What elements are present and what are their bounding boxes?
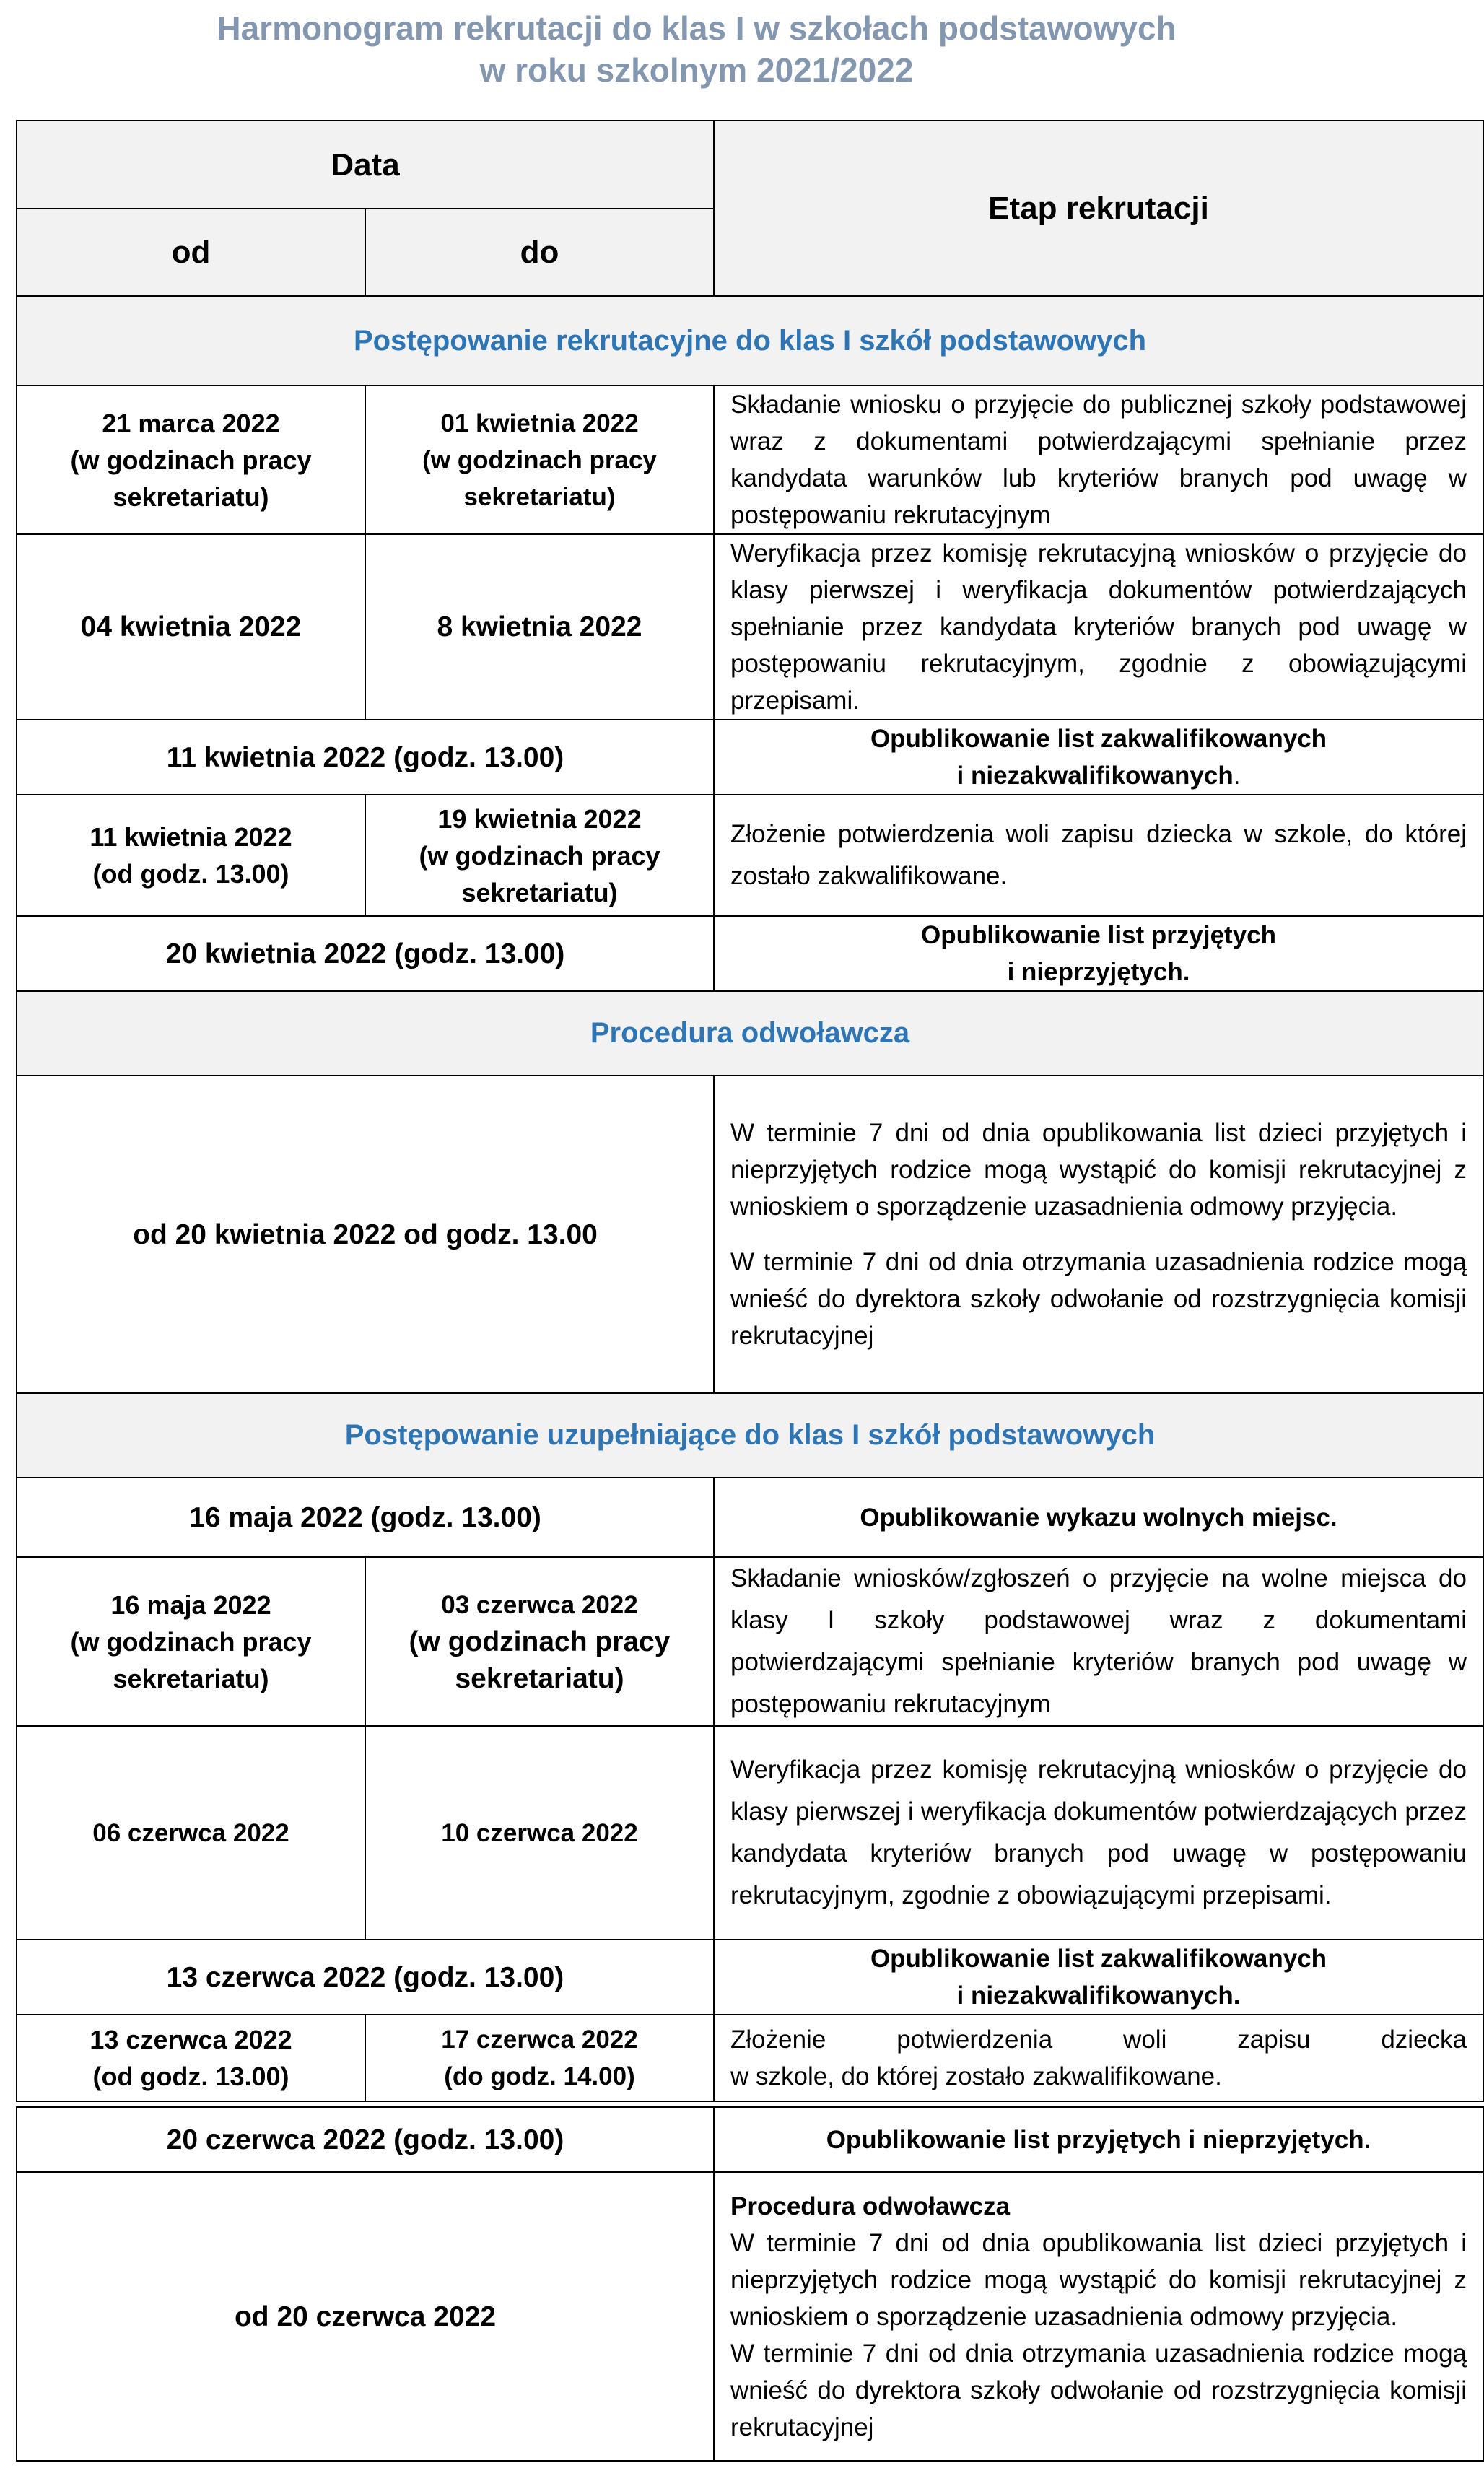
s3-row5-from: 13 czerwca 2022 (od godz. 13.00) <box>17 2015 365 2101</box>
s3-row5-to: 17 czerwca 2022 (do godz. 14.00) <box>365 2015 714 2101</box>
s2-date: od 20 kwietnia 2022 od godz. 13.00 <box>17 1076 714 1393</box>
s2-para1: W terminie 7 dni od dnia opublikowania list dzieci przyjętych i nieprzyjętych rodzice mogą wystąpić do komisji rekrutacyjnej z wnioskiem o sporządzenie uzasadnienia odmowy przyjęcia. <box>730 1119 1467 1221</box>
s1-row2-to: 8 kwietnia 2022 <box>365 534 714 720</box>
s4-row1-date: 20 czerwca 2022 (godz. 13.00) <box>17 2107 714 2172</box>
s3-row5-stage-line2: w szkole, do której zostało zakwalifikowane. <box>730 2062 1222 2090</box>
header-stage: Etap rekrutacji <box>714 121 1483 296</box>
s1-row1-to: 01 kwietnia 2022 (w godzinach pracy sekretariatu) <box>365 385 714 534</box>
s2-stage <box>714 1076 1483 1393</box>
s1-row4-stage: Złożenie potwierdzenia woli zapisu dziecka w szkole, do której zostało zakwalifikowane. <box>714 795 1483 916</box>
s1-row3-date: 11 kwietnia 2022 (godz. 13.00) <box>17 720 714 795</box>
s3-row4-date: 13 czerwca 2022 (godz. 13.00) <box>17 1940 714 2015</box>
schedule-table-continued <box>16 2106 1484 2462</box>
header-from: od <box>17 209 365 296</box>
s1-row4-to: 19 kwietnia 2022 (w godzinach pracy sekretariatu) <box>365 795 714 916</box>
s3-row1-stage: Opublikowanie wykazu wolnych miejsc. <box>714 1478 1483 1557</box>
s1-row3-stage: Opublikowanie list zakwalifikowanych i niezakwalifikowanych. <box>714 720 1483 795</box>
s1-row1-stage: Składanie wniosku o przyjęcie do publicznej szkoły podstawowej wraz z dokumentami potwierdzającymi spełnianie przez kandydata warunków lub kryteriów branych pod uwagę w postępowaniu rekrutacyjnym <box>714 385 1483 534</box>
page-title <box>0 0 1393 91</box>
s3-row5-stage <box>714 2015 1483 2101</box>
s1-row2-stage: Weryfikacja przez komisję rekrutacyjną wniosków o przyjęcie do klasy pierwszej i weryfikacja dokumentów potwierdzających spełnianie przez kandydata kryteriów branych pod uwagę w postępowaniu rekrutacyjnym, zgodnie z obowiązującymi przepisami. <box>714 534 1483 720</box>
header-date: Data <box>17 121 714 209</box>
section-title-rekrutacja: Postępowanie rekrutacyjne do klas I szkół podstawowych <box>17 296 1483 385</box>
s3-row5-stage-line1: Złożenie potwierdzenia woli zapisu dziecka <box>730 2026 1467 2054</box>
s4-row1-stage: Opublikowanie list przyjętych i nieprzyjętych. <box>714 2107 1483 2172</box>
s3-row2-to <box>365 1557 714 1726</box>
s3-row3-stage: Weryfikacja przez komisję rekrutacyjną wniosków o przyjęcie do klasy pierwszej i weryfikacja dokumentów potwierdzających przez kandydata kryteriów branych pod uwagę w postępowaniu rekrutacyjnym, zgodnie z obowiązującymi przepisami. <box>714 1726 1483 1940</box>
s3-row2-from: 16 maja 2022 (w godzinach pracy sekretariatu) <box>17 1557 365 1726</box>
s1-row5-date: 20 kwietnia 2022 (godz. 13.00) <box>17 916 714 991</box>
section-title-odwolanie: Procedura odwoławcza <box>17 991 1483 1076</box>
s1-row1-from: 21 marca 2022 (w godzinach pracy sekretariatu) <box>17 385 365 534</box>
s4-row2-date: od 20 czerwca 2022 <box>17 2172 714 2461</box>
section-title-uzupelniajace: Postępowanie uzupełniające do klas I szkół podstawowych <box>17 1393 1483 1478</box>
s3-row2-to-date: 03 czerwca 2022 <box>441 1590 638 1619</box>
s3-row4-stage: Opublikowanie list zakwalifikowanych i niezakwalifikowanych. <box>714 1940 1483 2015</box>
header-to: do <box>365 209 714 296</box>
s1-row4-from: 11 kwietnia 2022 (od godz. 13.00) <box>17 795 365 916</box>
s3-row3-to: 10 czerwca 2022 <box>365 1726 714 1940</box>
title-line-2: w roku szkolnym 2021/2022 <box>479 51 914 89</box>
title-line-1: Harmonogram rekrutacji do klas I w szkołach podstawowych <box>217 9 1177 47</box>
s4-row2-heading: Procedura odwoławcza <box>730 2192 1011 2220</box>
schedule-table <box>16 120 1484 2102</box>
s3-row2-to-note: (w godzinach pracy sekretariatu) <box>409 1626 671 1694</box>
s3-row3-from: 06 czerwca 2022 <box>17 1726 365 1940</box>
s1-row5-stage: Opublikowanie list przyjętych i nieprzyjętych. <box>714 916 1483 991</box>
s4-row2-para1: W terminie 7 dni od dnia opublikowania list dzieci przyjętych i nieprzyjętych rodzice mogą wystąpić do komisji rekrutacyjnej z wnioskiem o sporządzenie uzasadnienia odmowy przyjęcia. <box>730 2228 1467 2331</box>
s1-row2-from: 04 kwietnia 2022 <box>17 534 365 720</box>
s3-row2-stage: Składanie wniosków/zgłoszeń o przyjęcie na wolne miejsca do klasy I szkoły podstawowej wraz z dokumentami potwierdzającymi spełnianie kryteriów branych pod uwagę w postępowaniu rekrutacyjnym <box>714 1557 1483 1726</box>
s4-row2-para2: W terminie 7 dni od dnia otrzymania uzasadnienia rodzice mogą wnieść do dyrektora szkoły odwołanie od rozstrzygnięcia komisji rekrutacyjnej <box>730 2339 1467 2441</box>
s2-para2: W terminie 7 dni od dnia otrzymania uzasadnienia rodzice mogą wnieść do dyrektora szkoły odwołanie od rozstrzygnięcia komisji rekrutacyjnej <box>730 1248 1467 1350</box>
s3-row1-date: 16 maja 2022 (godz. 13.00) <box>17 1478 714 1557</box>
s4-row2-stage <box>714 2172 1483 2461</box>
